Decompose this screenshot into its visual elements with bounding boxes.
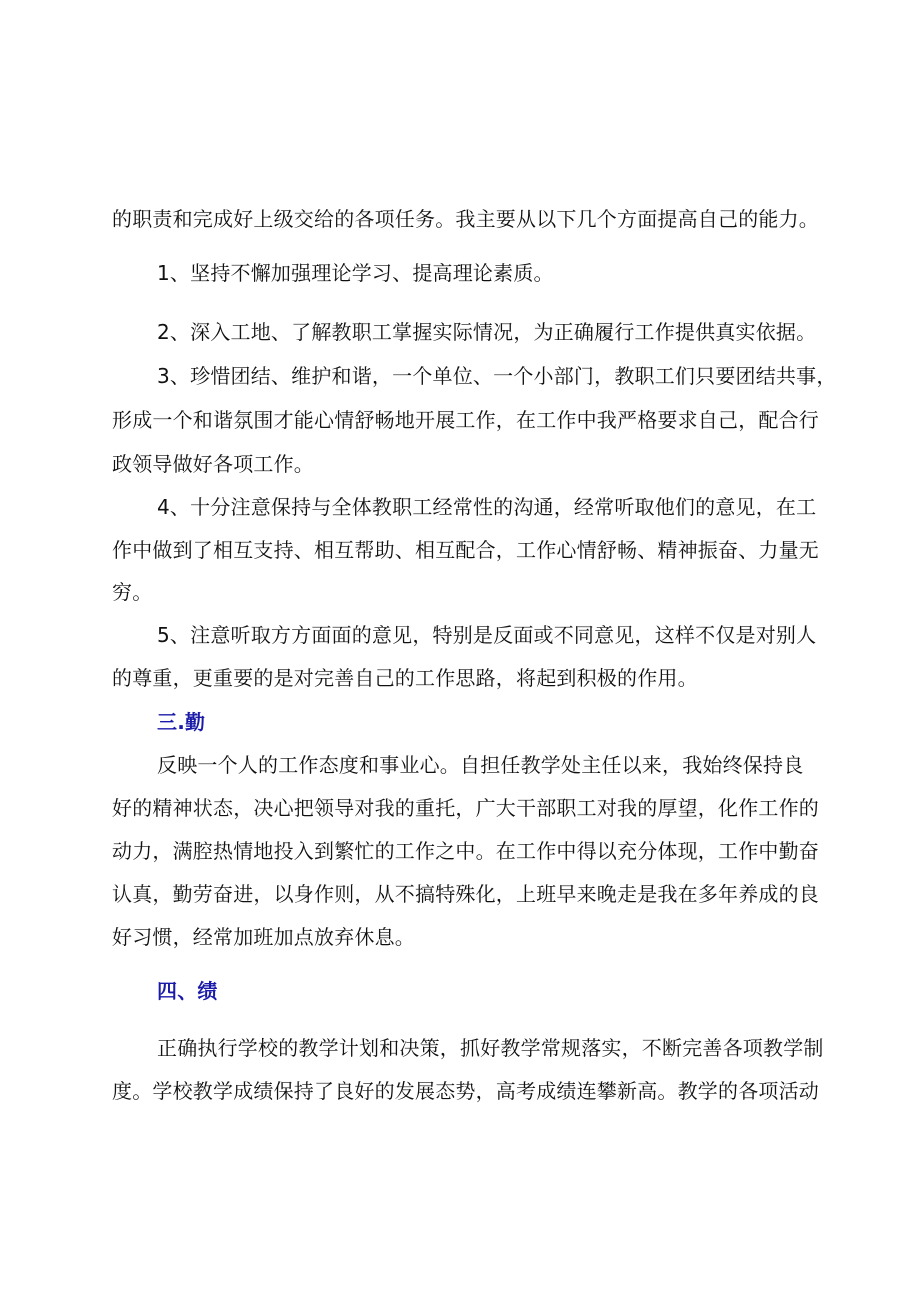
section-heading-qin: 三.勤 <box>157 710 206 734</box>
list-item-5: 5、注意听取方方面面的意见，特别是反面或不同意见，这样不仅是对别人 <box>157 623 817 647</box>
list-item-3: 3、珍惜团结、维护和谐，一个单位、一个小部门，教职工们只要团结共事， <box>157 364 837 388</box>
paragraph-line: 好习惯，经常加班加点放弃休息。 <box>112 925 415 949</box>
paragraph-line: 认真，勤劳奋进，以身作则，从不搞特殊化，上班早来晚走是我在多年养成的良 <box>112 882 819 906</box>
paragraph-line: 政领导做好各项工作。 <box>112 452 314 476</box>
paragraph-line: 好的精神状态，决心把领导对我的重托，广大干部职工对我的厚望，化作工作的 <box>112 796 819 820</box>
list-item-2: 2、深入工地、了解教职工掌握实际情况，为正确履行工作提供真实依据。 <box>157 320 817 344</box>
paragraph-line: 反映一个人的工作态度和事业心。自担任教学处主任以来，我始终保持良 <box>157 753 804 777</box>
paragraph-line: 作中做到了相互支持、相互帮助、相互配合，工作心情舒畅、精神振奋、力量无 <box>112 538 819 562</box>
paragraph-line: 穷。 <box>112 580 153 604</box>
section-heading-ji: 四、绩 <box>157 979 218 1003</box>
paragraph-line: 度。学校教学成绩保持了良好的发展态势，高考成绩连攀新高。教学的各项活动 <box>112 1079 819 1103</box>
paragraph-line: 形成一个和谐氛围才能心情舒畅地开展工作，在工作中我严格要求自己，配合行 <box>112 408 819 432</box>
list-item-4: 4、十分注意保持与全体教职工经常性的沟通，经常听取他们的意见，在工 <box>157 495 817 519</box>
list-item-1: 1、坚持不懈加强理论学习、提高理论素质。 <box>157 261 554 285</box>
paragraph-line: 的职责和完成好上级交给的各项任务。我主要从以下几个方面提高自己的能力。 <box>112 207 819 231</box>
paragraph-line: 的尊重，更重要的是对完善自己的工作思路，将起到积极的作用。 <box>112 666 698 690</box>
paragraph-line: 动力，满腔热情地投入到繁忙的工作之中。在工作中得以充分体现，工作中勤奋 <box>112 839 819 863</box>
paragraph-line: 正确执行学校的教学计划和决策，抓好教学常规落实，不断完善各项教学制 <box>157 1036 824 1060</box>
